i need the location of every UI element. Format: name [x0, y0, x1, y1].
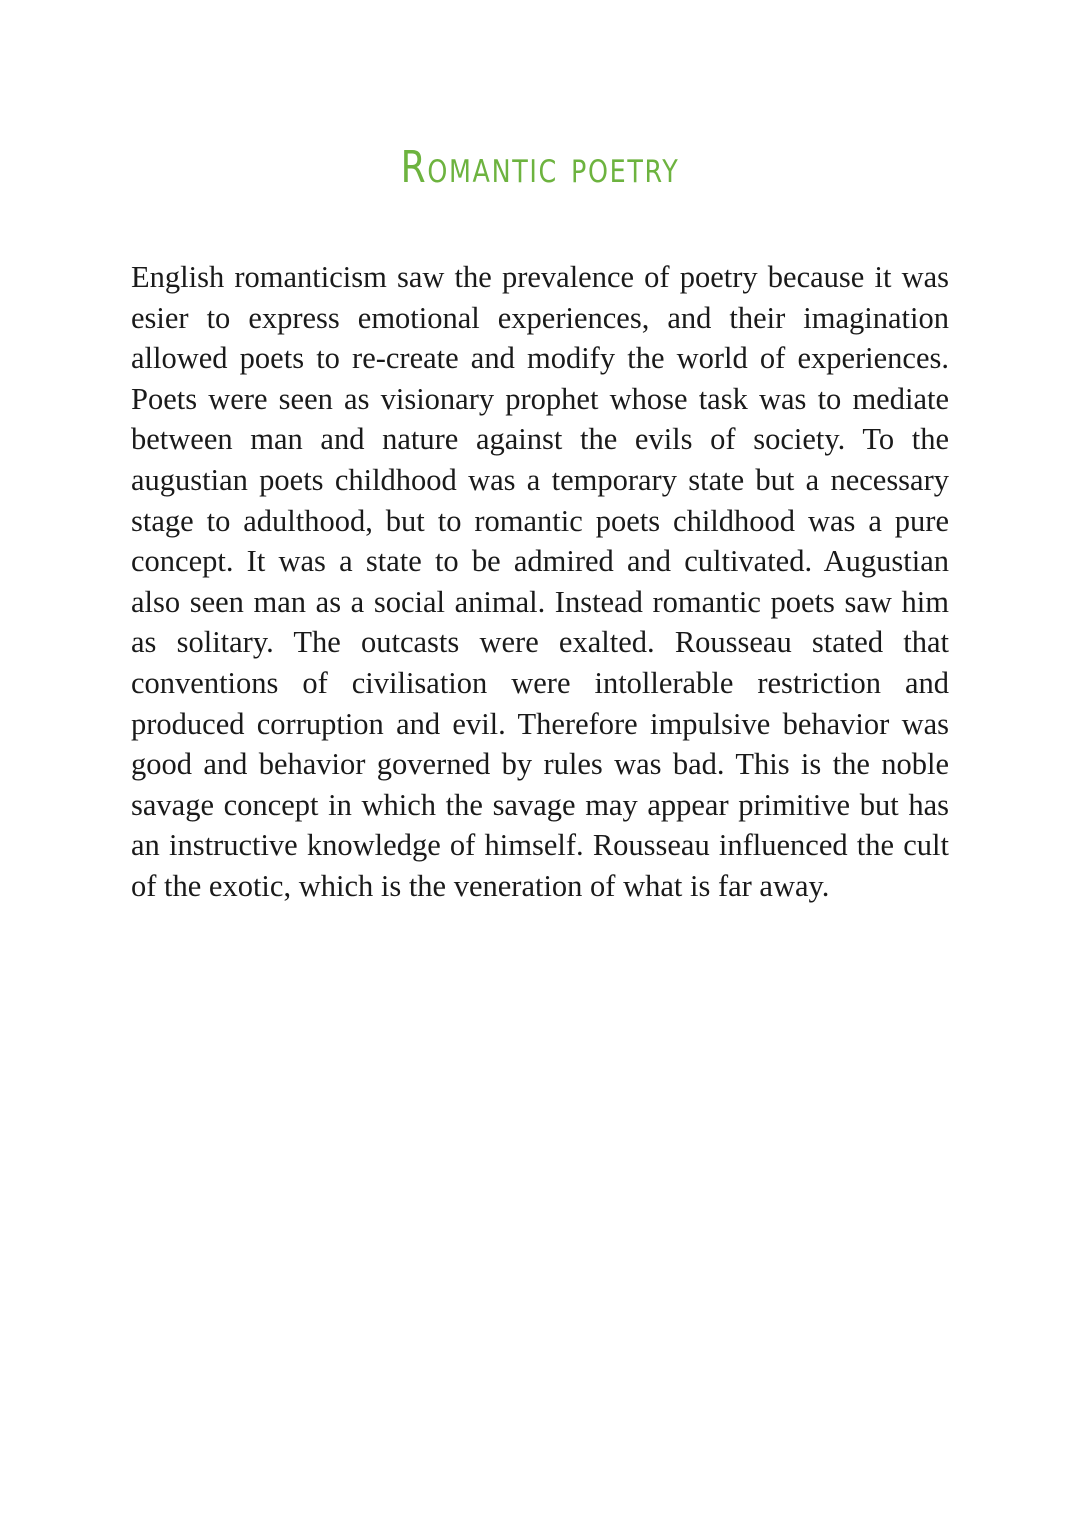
body-paragraph: English romanticism saw the prevalence of poetry because it was esier to express emotional experiences, and their imagination allowed poets to re-create and modify the world of experiences. Poets were seen as visionary prophet whose task was to mediate between man and nature against the evils of society. To the augustian poets childhood was a temporary state but a necessary stage to adulthood, but to romantic poets childhood was a pure concept. It was a state to be admired and cultivated. Augustian also seen man as a social animal. Instead romantic poets saw him as solitary. The outcasts were exalted. Rousseau stated that conventions of civilisation were intollerable restriction and produced corruption and evil. Therefore impulsive behavior was good and behavior governed by rules was bad. This is the noble savage concept in which the savage may appear primitive but has an instructive knowledge of himself. Rousseau influenced the cult of the exotic, which is the veneration of what is far away. — [131, 260, 949, 903]
page-title: Romantic poetry — [400, 142, 680, 193]
